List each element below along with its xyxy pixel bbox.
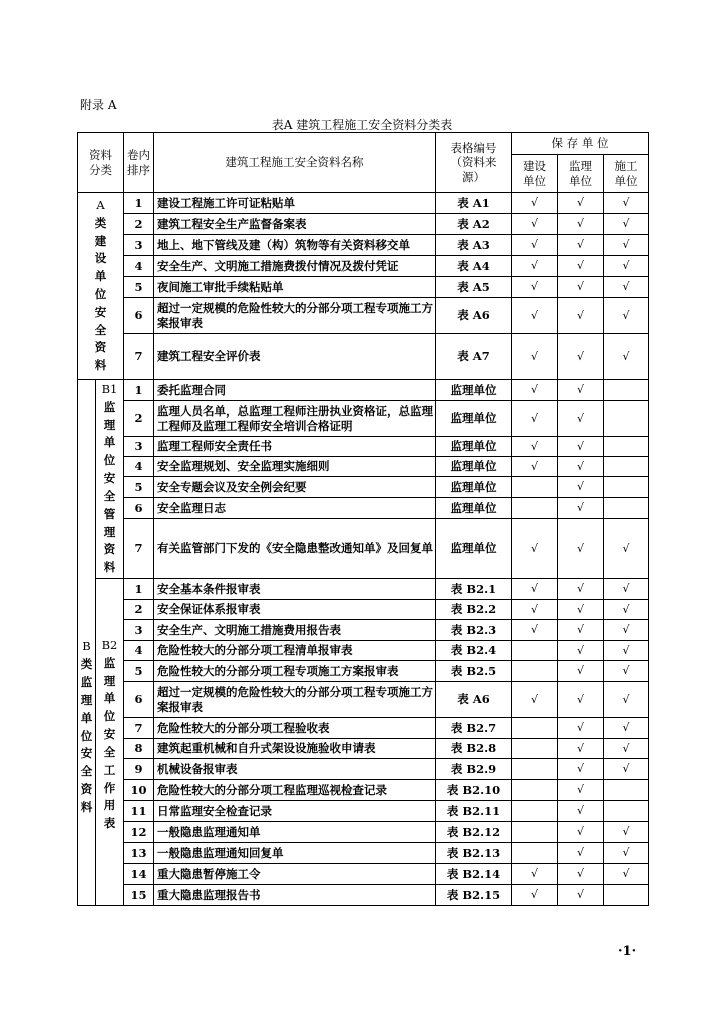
- check-supervise-unit: √: [558, 661, 604, 682]
- header-category: 资料 分类: [78, 133, 124, 193]
- header-order: 卷内 排序: [124, 133, 154, 193]
- form-code: 表 A5: [436, 277, 512, 298]
- check-construct-unit: √: [604, 579, 649, 600]
- table-row: [78, 437, 649, 457]
- check-build-unit: √: [512, 864, 558, 885]
- form-code: 监理单位: [436, 519, 512, 579]
- document-name: 建设工程施工许可证粘贴单: [154, 193, 436, 214]
- check-construct-unit: √: [604, 864, 649, 885]
- row-number: 2: [124, 401, 154, 437]
- table-row: [78, 298, 649, 334]
- check-supervise-unit: √: [558, 718, 604, 739]
- document-name: 夜间施工审批手续粘贴单: [154, 277, 436, 298]
- check-supervise-unit: √: [558, 401, 604, 437]
- form-code: 表 B2.11: [436, 801, 512, 822]
- table-row: [78, 600, 649, 620]
- check-construct-unit: √: [604, 718, 649, 739]
- row-number: 8: [124, 739, 154, 759]
- check-supervise-unit: √: [558, 519, 604, 579]
- check-supervise-unit: √: [558, 739, 604, 759]
- row-number: 4: [124, 641, 154, 661]
- document-name: 日常监理安全检查记录: [154, 801, 436, 822]
- check-supervise-unit: √: [558, 214, 604, 235]
- table-row: [78, 843, 649, 864]
- group-b2-label: B2 监 理 单 位 安 全 工 作 用 表: [96, 579, 124, 906]
- table-row: [78, 801, 649, 822]
- table-row: [78, 214, 649, 235]
- check-build-unit: √: [512, 235, 558, 256]
- document-name: 委托监理合同: [154, 380, 436, 401]
- row-number: 7: [124, 334, 154, 380]
- table-row: [78, 380, 649, 401]
- document-name: 安全专题会议及安全例会纪要: [154, 477, 436, 498]
- document-name: 危险性较大的分部分项工程清单报审表: [154, 641, 436, 661]
- document-name: 安全生产、文明施工措施费拨付情况及拨付凭证: [154, 256, 436, 277]
- document-name: 建筑工程安全生产监督备案表: [154, 214, 436, 235]
- row-number: 4: [124, 256, 154, 277]
- table-row: [78, 477, 649, 498]
- group-b-label: B 类 监 理 单 位 安 全 资 料: [78, 380, 96, 906]
- form-code: 监理单位: [436, 477, 512, 498]
- check-supervise-unit: √: [558, 864, 604, 885]
- check-construct-unit: √: [604, 682, 649, 718]
- table-row: [78, 661, 649, 682]
- form-code: 表 A2: [436, 214, 512, 235]
- row-number: 1: [124, 579, 154, 600]
- form-code: 表 B2.3: [436, 620, 512, 641]
- form-code: 表 A4: [436, 256, 512, 277]
- table-row: [78, 718, 649, 739]
- form-code: 监理单位: [436, 437, 512, 457]
- check-construct-unit: [604, 380, 649, 401]
- check-build-unit: [512, 822, 558, 843]
- check-construct-unit: √: [604, 843, 649, 864]
- check-construct-unit: √: [604, 661, 649, 682]
- table-title: 表A 建筑工程施工安全资料分类表: [271, 118, 453, 132]
- check-supervise-unit: √: [558, 256, 604, 277]
- row-number: 5: [124, 661, 154, 682]
- row-number: 5: [124, 477, 154, 498]
- check-build-unit: [512, 718, 558, 739]
- check-supervise-unit: √: [558, 822, 604, 843]
- check-build-unit: [512, 780, 558, 801]
- check-supervise-unit: √: [558, 277, 604, 298]
- check-build-unit: √: [512, 519, 558, 579]
- form-code: 表 A6: [436, 298, 512, 334]
- check-construct-unit: [604, 801, 649, 822]
- table-row: [78, 457, 649, 477]
- check-build-unit: √: [512, 256, 558, 277]
- table-row: [78, 641, 649, 661]
- check-supervise-unit: √: [558, 380, 604, 401]
- check-build-unit: [512, 739, 558, 759]
- form-code: 表 A7: [436, 334, 512, 380]
- document-name: 监理人员名单，总监理工程师注册执业资格证，总监理工程师及监理工程师安全培训合格证明: [154, 401, 436, 437]
- check-supervise-unit: √: [558, 498, 604, 519]
- check-build-unit: √: [512, 214, 558, 235]
- check-supervise-unit: √: [558, 801, 604, 822]
- check-construct-unit: √: [604, 519, 649, 579]
- check-build-unit: [512, 477, 558, 498]
- header-supervise-unit: 监理 单位: [558, 155, 604, 193]
- table-row: [78, 620, 649, 641]
- check-construct-unit: √: [604, 600, 649, 620]
- check-construct-unit: √: [604, 214, 649, 235]
- check-build-unit: √: [512, 298, 558, 334]
- table-row: [78, 759, 649, 780]
- check-supervise-unit: √: [558, 579, 604, 600]
- check-supervise-unit: √: [558, 457, 604, 477]
- row-number: 14: [124, 864, 154, 885]
- table-row: [78, 864, 649, 885]
- table-row: [78, 193, 649, 214]
- check-construct-unit: [604, 457, 649, 477]
- check-build-unit: [512, 759, 558, 780]
- table-row: [78, 519, 649, 579]
- row-number: 2: [124, 214, 154, 235]
- check-build-unit: [512, 641, 558, 661]
- document-name: 机械设备报审表: [154, 759, 436, 780]
- check-build-unit: [512, 498, 558, 519]
- row-number: 2: [124, 600, 154, 620]
- row-number: 3: [124, 620, 154, 641]
- form-code: 表 B2.10: [436, 780, 512, 801]
- row-number: 11: [124, 801, 154, 822]
- check-supervise-unit: √: [558, 780, 604, 801]
- check-supervise-unit: √: [558, 641, 604, 661]
- row-number: 5: [124, 277, 154, 298]
- document-name: 监理工程师安全责任书: [154, 437, 436, 457]
- header-row: [78, 133, 649, 155]
- check-construct-unit: √: [604, 822, 649, 843]
- check-construct-unit: √: [604, 256, 649, 277]
- table-row: [78, 885, 649, 906]
- check-build-unit: √: [512, 600, 558, 620]
- group-a-label: A 类 建 设 单 位 安 全 资 料: [78, 193, 124, 380]
- check-build-unit: [512, 661, 558, 682]
- row-number: 13: [124, 843, 154, 864]
- row-number: 6: [124, 498, 154, 519]
- table-row: [78, 401, 649, 437]
- row-number: 15: [124, 885, 154, 906]
- check-build-unit: √: [512, 579, 558, 600]
- form-code: 表 B2.7: [436, 718, 512, 739]
- document-name: 超过一定规模的危险性较大的分部分项工程专项施工方案报审表: [154, 682, 436, 718]
- document-name: 重大隐患监理报告书: [154, 885, 436, 906]
- form-code: 表 B2.4: [436, 641, 512, 661]
- table-row: [78, 822, 649, 843]
- check-construct-unit: √: [604, 641, 649, 661]
- group-b1-label: B1 监 理 单 位 安 全 管 理 资 料: [96, 380, 124, 579]
- check-construct-unit: √: [604, 193, 649, 214]
- appendix-label: 附录 A: [80, 98, 117, 112]
- document-name: 一般隐患监理通知单: [154, 822, 436, 843]
- check-supervise-unit: √: [558, 334, 604, 380]
- check-supervise-unit: √: [558, 620, 604, 641]
- check-build-unit: √: [512, 193, 558, 214]
- check-build-unit: √: [512, 380, 558, 401]
- check-construct-unit: [604, 437, 649, 457]
- check-construct-unit: √: [604, 235, 649, 256]
- form-code: 表 A6: [436, 682, 512, 718]
- form-code: 表 A1: [436, 193, 512, 214]
- check-build-unit: √: [512, 457, 558, 477]
- check-build-unit: √: [512, 682, 558, 718]
- row-number: 4: [124, 457, 154, 477]
- check-build-unit: √: [512, 620, 558, 641]
- check-construct-unit: √: [604, 739, 649, 759]
- form-code: 监理单位: [436, 457, 512, 477]
- document-name: 一般隐患监理通知回复单: [154, 843, 436, 864]
- check-build-unit: √: [512, 401, 558, 437]
- document-name: 地上、地下管线及建（构）筑物等有关资料移交单: [154, 235, 436, 256]
- row-number: 7: [124, 718, 154, 739]
- header-name: 建筑工程施工安全资料名称: [154, 133, 436, 193]
- check-supervise-unit: √: [558, 843, 604, 864]
- form-code: 表 B2.15: [436, 885, 512, 906]
- check-construct-unit: √: [604, 298, 649, 334]
- check-supervise-unit: √: [558, 193, 604, 214]
- check-build-unit: √: [512, 885, 558, 906]
- check-supervise-unit: √: [558, 235, 604, 256]
- document-name: 安全保证体系报审表: [154, 600, 436, 620]
- check-build-unit: [512, 843, 558, 864]
- form-code: 表 A3: [436, 235, 512, 256]
- check-construct-unit: [604, 885, 649, 906]
- check-construct-unit: [604, 498, 649, 519]
- header-code: 表格编号 （资料来 源）: [436, 133, 512, 193]
- table-row: [78, 235, 649, 256]
- check-build-unit: √: [512, 437, 558, 457]
- document-name: 安全监理规划、安全监理实施细则: [154, 457, 436, 477]
- document-name: 安全基本条件报审表: [154, 579, 436, 600]
- form-code: 监理单位: [436, 498, 512, 519]
- form-code: 表 B2.5: [436, 661, 512, 682]
- row-number: 1: [124, 193, 154, 214]
- document-name: 建筑工程安全评价表: [154, 334, 436, 380]
- check-supervise-unit: √: [558, 298, 604, 334]
- row-number: 12: [124, 822, 154, 843]
- page-number: ·1·: [618, 944, 637, 959]
- check-construct-unit: √: [604, 620, 649, 641]
- table-row: [78, 780, 649, 801]
- check-construct-unit: √: [604, 277, 649, 298]
- check-supervise-unit: √: [558, 885, 604, 906]
- form-code: 表 B2.9: [436, 759, 512, 780]
- header-keep-unit: 保 存 单 位: [512, 133, 649, 155]
- table-row: [78, 334, 649, 380]
- document-name: 有关监管部门下发的《安全隐患整改通知单》及回复单: [154, 519, 436, 579]
- document-name: 安全监理日志: [154, 498, 436, 519]
- document-name: 建筑起重机械和自升式架设设施验收申请表: [154, 739, 436, 759]
- row-number: 6: [124, 298, 154, 334]
- form-code: 表 B2.13: [436, 843, 512, 864]
- row-number: 7: [124, 519, 154, 579]
- document-name: 重大隐患暂停施工令: [154, 864, 436, 885]
- form-code: 表 B2.2: [436, 600, 512, 620]
- document-name: 危险性较大的分部分项工程监理巡视检查记录: [154, 780, 436, 801]
- header-build-unit: 建设 单位: [512, 155, 558, 193]
- table-row: [78, 277, 649, 298]
- check-supervise-unit: √: [558, 477, 604, 498]
- check-build-unit: [512, 801, 558, 822]
- row-number: 3: [124, 235, 154, 256]
- check-construct-unit: √: [604, 334, 649, 380]
- header-construct-unit: 施工 单位: [604, 155, 649, 193]
- form-code: 监理单位: [436, 380, 512, 401]
- row-number: 3: [124, 437, 154, 457]
- check-supervise-unit: √: [558, 759, 604, 780]
- form-code: 表 B2.1: [436, 579, 512, 600]
- row-number: 10: [124, 780, 154, 801]
- check-build-unit: √: [512, 277, 558, 298]
- form-code: 表 B2.8: [436, 739, 512, 759]
- document-name: 危险性较大的分部分项工程验收表: [154, 718, 436, 739]
- table-row: [78, 579, 649, 600]
- form-code: 表 B2.14: [436, 864, 512, 885]
- check-build-unit: √: [512, 334, 558, 380]
- document-name: 危险性较大的分部分项工程专项施工方案报审表: [154, 661, 436, 682]
- table-row: [78, 739, 649, 759]
- form-code: 监理单位: [436, 401, 512, 437]
- document-name: 超过一定规模的危险性较大的分部分项工程专项施工方案报审表: [154, 298, 436, 334]
- check-construct-unit: [604, 401, 649, 437]
- document-name: 安全生产、文明施工措施费用报告表: [154, 620, 436, 641]
- table-row: [78, 498, 649, 519]
- safety-document-table: [77, 132, 649, 906]
- check-supervise-unit: √: [558, 682, 604, 718]
- check-construct-unit: [604, 477, 649, 498]
- table-row: [78, 682, 649, 718]
- row-number: 6: [124, 682, 154, 718]
- form-code: 表 B2.12: [436, 822, 512, 843]
- table-row: [78, 256, 649, 277]
- row-number: 9: [124, 759, 154, 780]
- check-supervise-unit: √: [558, 600, 604, 620]
- check-supervise-unit: √: [558, 437, 604, 457]
- row-number: 1: [124, 380, 154, 401]
- check-construct-unit: √: [604, 759, 649, 780]
- check-construct-unit: [604, 780, 649, 801]
